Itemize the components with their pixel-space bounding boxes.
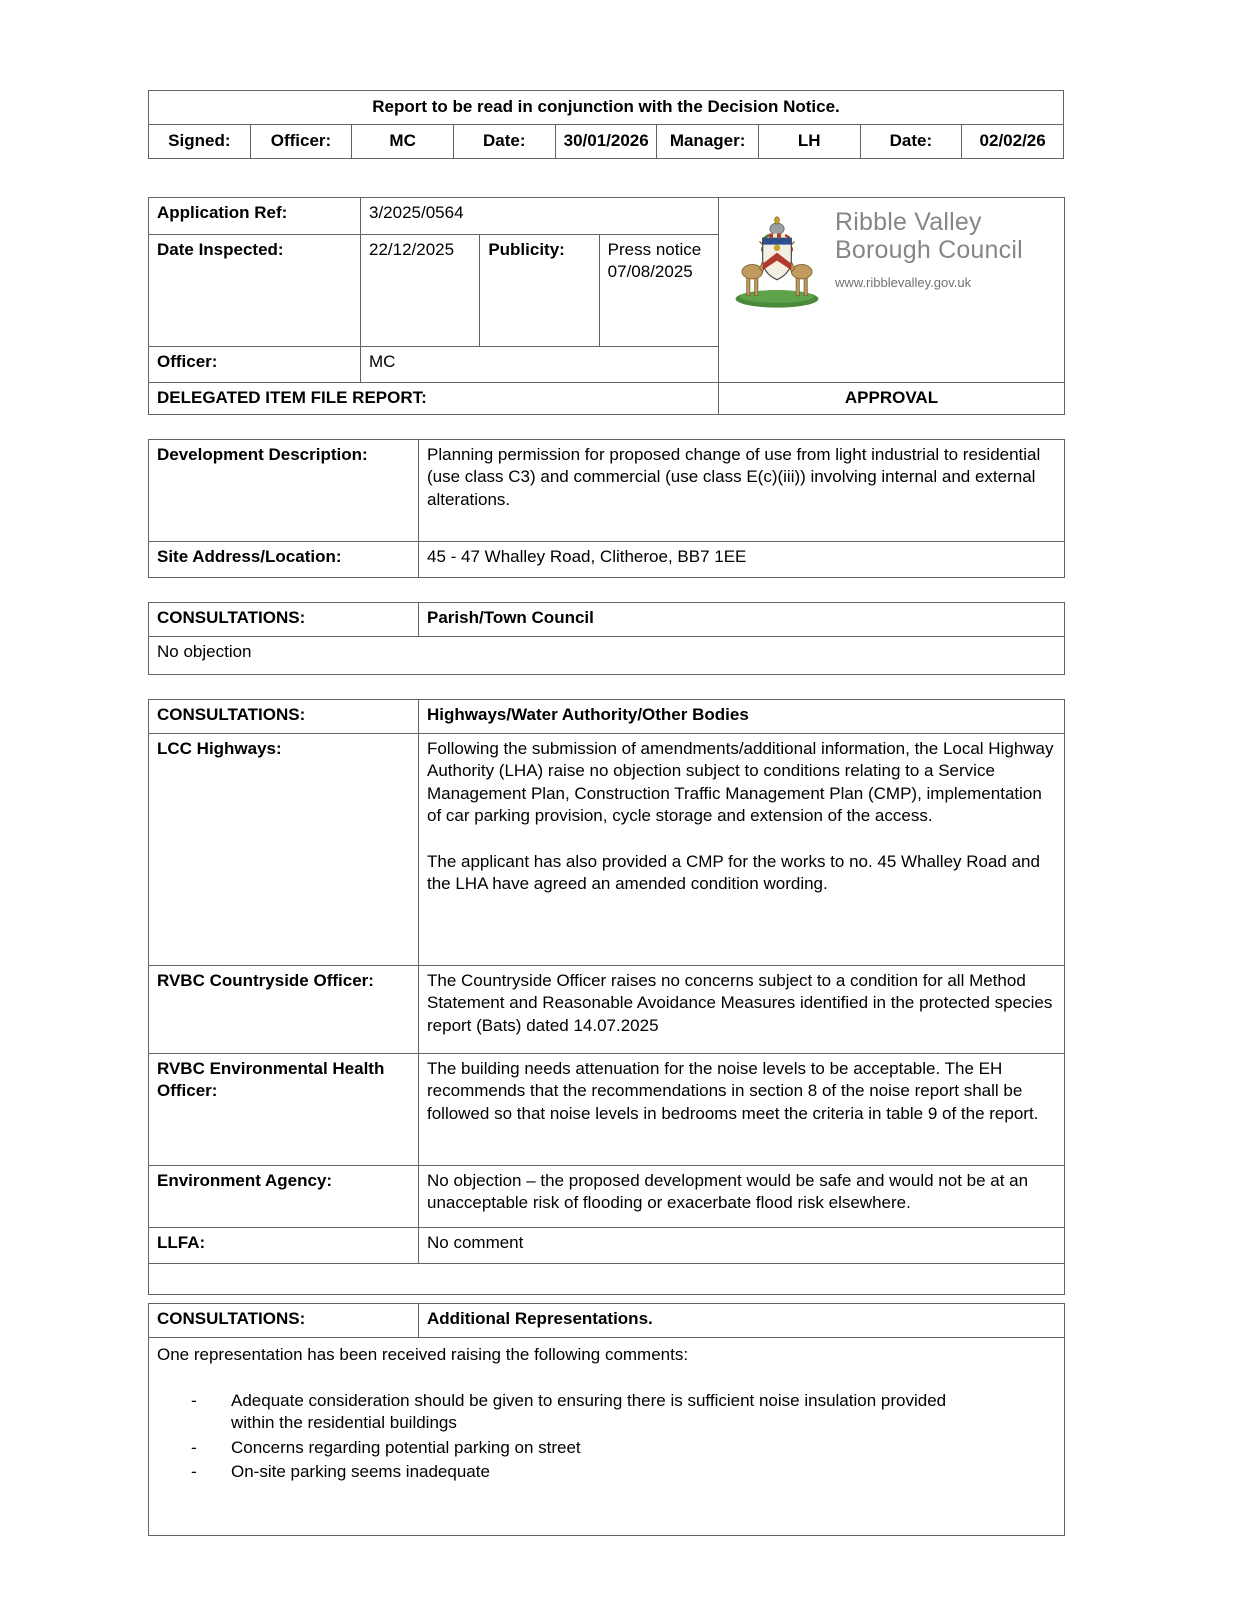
representations-section-title: Additional Representations.: [419, 1304, 1065, 1338]
lcc-highways-label: LCC Highways:: [149, 734, 419, 966]
consultations-parish-table: [148, 602, 1065, 675]
countryside-officer-label: RVBC Countryside Officer:: [149, 966, 419, 1054]
development-table: [148, 439, 1065, 578]
representation-item: [157, 1461, 993, 1483]
representation-item: [157, 1390, 993, 1435]
consultations-representations-table: [148, 1303, 1065, 1536]
representation-item-text: - Concerns regarding potential parking on street: [231, 1437, 581, 1457]
parish-header-row: [149, 603, 1065, 637]
parish-response: No objection: [149, 637, 1065, 675]
officer-label: Officer:: [250, 125, 352, 159]
environment-agency-row: [149, 1166, 1065, 1228]
council-logo: [729, 204, 1054, 310]
council-logo-cell: [719, 198, 1065, 383]
llfa-label: LLFA:: [149, 1228, 419, 1264]
site-address-label: Site Address/Location:: [149, 542, 419, 578]
signature-title-row: [149, 91, 1064, 125]
officer-row-label: Officer:: [149, 347, 361, 383]
publicity-value: Press notice 07/08/2025: [599, 235, 718, 347]
environmental-health-label: RVBC Environmental Health Officer:: [149, 1054, 419, 1166]
parish-section-title: Parish/Town Council: [419, 603, 1065, 637]
parish-response-row: [149, 637, 1065, 675]
officer-row-value: MC: [361, 347, 719, 383]
lcc-highways-paragraph-1: Following the submission of amendments/additional information, the Local Highway Authority (LHA) raise no objection subject to conditions relating to a Service Management Plan, Construction Traffic Management Plan (CMP), implementation of car parking provision, cycle storage and extension of the access.: [427, 739, 1054, 826]
representations-header-row: [149, 1304, 1065, 1338]
llfa-comment: No comment: [419, 1228, 1065, 1264]
development-description-value: Planning permission for proposed change of use from light industrial to residential (use class C3) and commercial (use class E(c)(iii)) involving internal and external alterations.: [419, 440, 1065, 542]
council-name-line1: Ribble Valley: [835, 208, 982, 236]
report-title: Report to be read in conjunction with the Decision Notice.: [149, 91, 1064, 125]
parish-consultations-label: CONSULTATIONS:: [149, 603, 419, 637]
date-inspected-label: Date Inspected:: [149, 235, 361, 347]
bodies-empty-row: [149, 1264, 1065, 1295]
officer-value: MC: [352, 125, 454, 159]
environment-agency-comment: No objection – the proposed development would be safe and would not be at an unacceptable risk of flooding or exacerbate flood risk elsewhere.: [419, 1166, 1065, 1228]
bodies-consultations-label: CONSULTATIONS:: [149, 700, 419, 734]
publicity-label: Publicity:: [480, 235, 599, 347]
lcc-highways-row: [149, 734, 1065, 966]
bodies-section-title: Highways/Water Authority/Other Bodies: [419, 700, 1065, 734]
representations-body: [149, 1338, 1065, 1536]
signature-data-row: [149, 125, 1064, 159]
manager-value: LH: [758, 125, 860, 159]
manager-label: Manager:: [657, 125, 759, 159]
representation-item: [157, 1437, 993, 1459]
representation-item-text: - Adequate consideration should be given to ensuring there is sufficient noise insulation provided within the residential buildings: [231, 1390, 947, 1433]
council-website: www.ribblevalley.gov.uk: [835, 275, 972, 290]
application-ref-value: 3/2025/0564: [361, 198, 719, 235]
report-type-row: [149, 383, 1065, 415]
application-table: [148, 197, 1065, 415]
date2-label: Date:: [860, 125, 962, 159]
council-logo-text: [835, 208, 1023, 291]
representations-intro: One representation has been received raising the following comments:: [157, 1345, 689, 1365]
signed-label: Signed:: [149, 125, 251, 159]
site-address-value: 45 - 47 Whalley Road, Clitheroe, BB7 1EE: [419, 542, 1065, 578]
countryside-officer-row: [149, 966, 1065, 1054]
bodies-header-row: [149, 700, 1065, 734]
representation-item-text: - On-site parking seems inadequate: [231, 1462, 490, 1482]
council-name-line2: Borough Council: [835, 236, 1023, 264]
council-crest-icon: [729, 208, 825, 310]
environmental-health-row: [149, 1054, 1065, 1166]
lcc-highways-comment: [419, 734, 1065, 966]
application-ref-row: [149, 198, 1065, 235]
date-value: 30/01/2026: [555, 125, 657, 159]
representations-body-row: [149, 1338, 1065, 1536]
application-ref-label: Application Ref:: [149, 198, 361, 235]
lcc-highways-paragraph-2: The applicant has also provided a CMP for the works to no. 45 Whalley Road and the LHA have agreed an amended condition wording.: [427, 851, 1040, 894]
date-label: Date:: [453, 125, 555, 159]
development-description-label: Development Description:: [149, 440, 419, 542]
decision-value: APPROVAL: [719, 383, 1065, 415]
representations-bullet-list: [157, 1390, 1056, 1484]
environmental-health-comment: The building needs attenuation for the noise levels to be acceptable. The EH recommends that the recommendations in section 8 of the noise report shall be followed so that noise levels in bedrooms meet the criteria in table 9 of the report.: [419, 1054, 1065, 1166]
development-description-row: [149, 440, 1065, 542]
consultations-bodies-table: [148, 699, 1065, 1295]
date-inspected-value: 22/12/2025: [361, 235, 480, 347]
delegated-report-label: DELEGATED ITEM FILE REPORT:: [149, 383, 719, 415]
site-address-row: [149, 542, 1065, 578]
llfa-row: [149, 1228, 1065, 1264]
environment-agency-label: Environment Agency:: [149, 1166, 419, 1228]
bodies-empty-cell: [149, 1264, 1065, 1295]
representations-consultations-label: CONSULTATIONS:: [149, 1304, 419, 1338]
countryside-officer-comment: The Countryside Officer raises no concerns subject to a condition for all Method Statement and Reasonable Avoidance Measures identified in the protected species report (Bats) dated 14.07.2025: [419, 966, 1065, 1054]
signature-table: [148, 90, 1064, 159]
date2-value: 02/02/26: [962, 125, 1064, 159]
